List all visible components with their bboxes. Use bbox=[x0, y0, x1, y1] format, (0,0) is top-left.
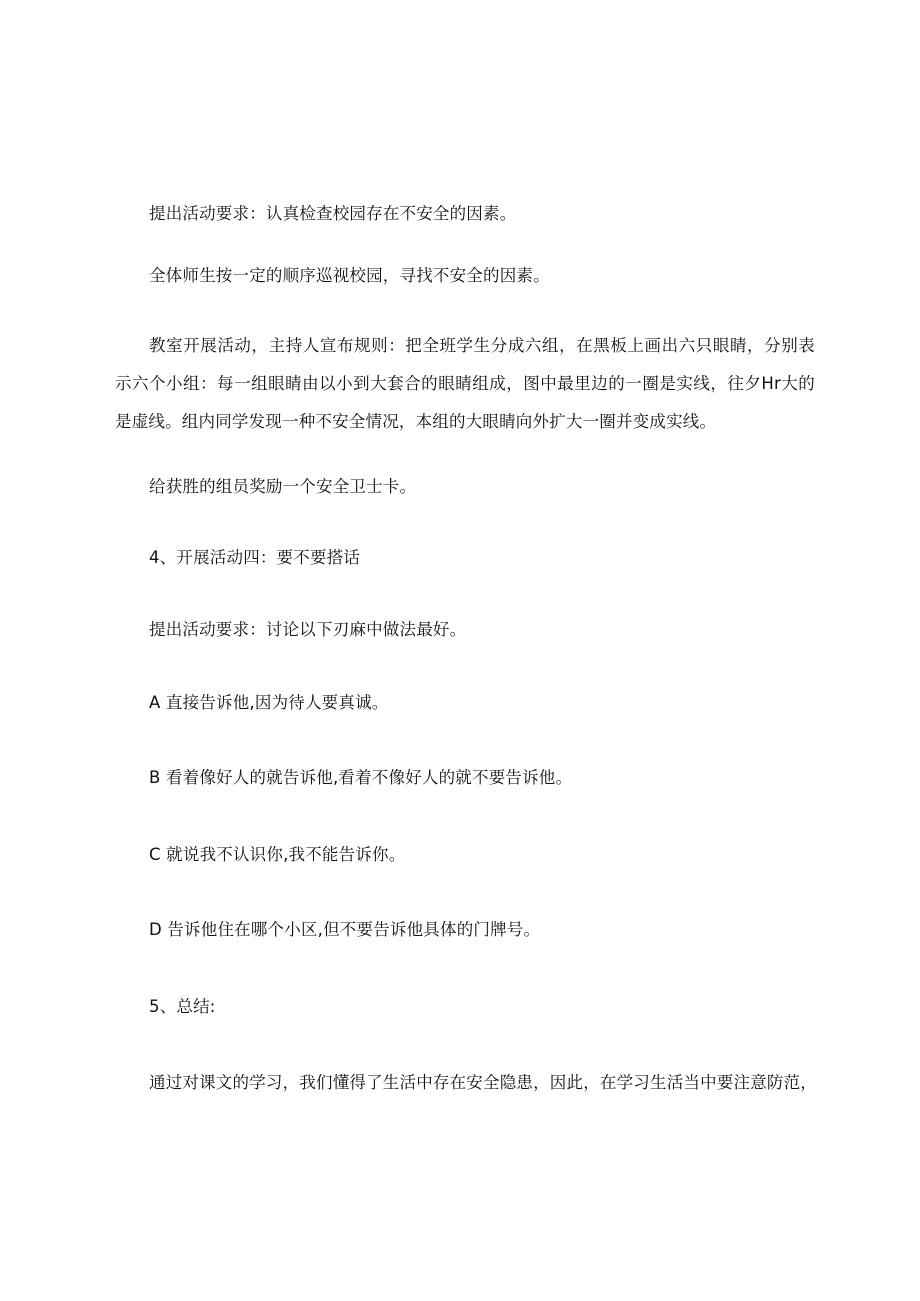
option-c: C 就说我不认识你,我不能告诉你。 bbox=[149, 845, 406, 864]
heading-activity-four: 4、开展活动四：要不要搭话 bbox=[149, 548, 361, 567]
heading-summary: 5、总结: bbox=[149, 997, 216, 1016]
paragraph-activity-requirement-1: 提出活动要求：认真检查校园存在不安全的因素。 bbox=[149, 204, 517, 223]
option-b: B 看着像好人的就告诉他,看着不像好人的就不要告诉他。 bbox=[149, 768, 573, 787]
paragraph-patrol-campus: 全体师生按一定的顺序巡视校园，寻找不安全的因素。 bbox=[149, 266, 550, 285]
paragraph-classroom-rules: 教室开展活动，主持人宣布规则：把全班学生分成六组，在黑板上画出六只眼睛，分别表示六个小组：每一组眼睛由以小到大套合的眼睛组成，图中最里边的一圈是实线，往夕Hr大的是虚线。组内同学发现一种不安全情况，本组的大眼睛向外扩大一圈并变成实线。 bbox=[115, 336, 815, 431]
paragraph-classroom-rules-block bbox=[115, 327, 815, 441]
option-a: A 直接告诉他,因为待人要真诚。 bbox=[149, 693, 389, 712]
paragraph-reward: 给获胜的组员奖励一个安全卫士卡。 bbox=[149, 477, 417, 496]
option-d: D 告诉他住在哪个小区,但不要告诉他具体的门牌号。 bbox=[149, 920, 541, 939]
paragraph-activity-requirement-2: 提出活动要求：讨论以下刃麻中做法最好。 bbox=[149, 620, 467, 639]
paragraph-summary: 通过对课文的学习，我们懂得了生活中存在安全隐患，因此，在学习生活当中要注意防范， bbox=[149, 1073, 817, 1092]
